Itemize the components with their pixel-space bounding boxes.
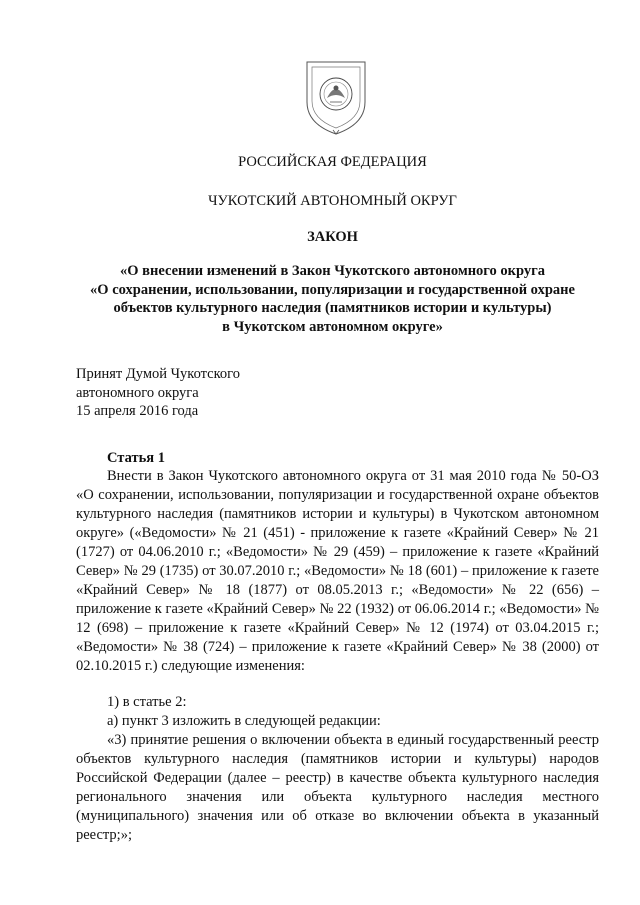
list-item: 1) в статье 2:	[107, 694, 187, 710]
document-type: ЗАКОН	[307, 229, 358, 245]
law-title-line: в Чукотском автономном округе»	[222, 318, 443, 335]
article-heading: Статья 1	[107, 450, 165, 466]
adoption-line: автономного округа	[76, 384, 199, 401]
coat-of-arms-icon	[303, 58, 369, 136]
article-intro-paragraph: Внести в Закон Чукотского автономного округа от 31 мая 2010 года № 50-ОЗ «О сохранении, использовании, популяризации и государственной охране объектов культурного наследия (памятников истории и культуры) в Чукотском автономном округе» («Ведомости» № 21 (451) - приложение к газете «Крайний Север» № 21 (1727) от 04.06.2010 г.; «Ведомости» № 29 (459) – приложение к газете «Крайний Север» № 29 (1735) от 30.07.2010 г.; «Ведомости» № 18 (601) – приложение к газете «Крайний Север» № 18 (1877) от 08.05.2013 г.; «Ведомости» № 22 (656) – приложение к газете «Крайний Север» № 22 (1932) от 06.06.2014 г.; «Ведомости» № 12 (698) – приложение к газете «Крайний Север» № 12 (1974) от 03.04.2015 г.; «Ведомости» № 38 (724) – приложение к газете «Крайний Север» № 38 (2000) от 02.10.2015 г.) следующие изменения:	[76, 468, 599, 674]
law-title-line: объектов культурного наследия (памятников истории и культуры)	[113, 300, 552, 316]
law-title	[60, 262, 605, 336]
law-title-line: «О сохранении, использовании, популяризации и государственной охране	[90, 281, 575, 298]
region-name: ЧУКОТСКИЙ АВТОНОМНЫЙ ОКРУГ	[208, 193, 457, 209]
adoption-info	[76, 365, 240, 421]
adoption-date: 15 апреля 2016 года	[76, 403, 199, 419]
country-name: РОССИЙСКАЯ ФЕДЕРАЦИЯ	[238, 154, 427, 170]
list-subitem: а) пункт 3 изложить в следующей редакции:	[107, 713, 381, 729]
adoption-line: Принят Думой Чукотского	[76, 366, 241, 382]
law-title-line: «О внесении изменений в Закон Чукотского автономного округа	[120, 263, 545, 279]
quoted-amendment: «3) принятие решения о включении объекта в единый государственный реестр объектов культурного наследия (памятников истории и культуры) народов Российской Федерации (далее – реестр) в качестве объекта культурного наследия регионального значения или объекта культурного наследия местного (муниципального) значения или об отказе во включении объекта в указанный реестр;»;	[76, 732, 599, 843]
